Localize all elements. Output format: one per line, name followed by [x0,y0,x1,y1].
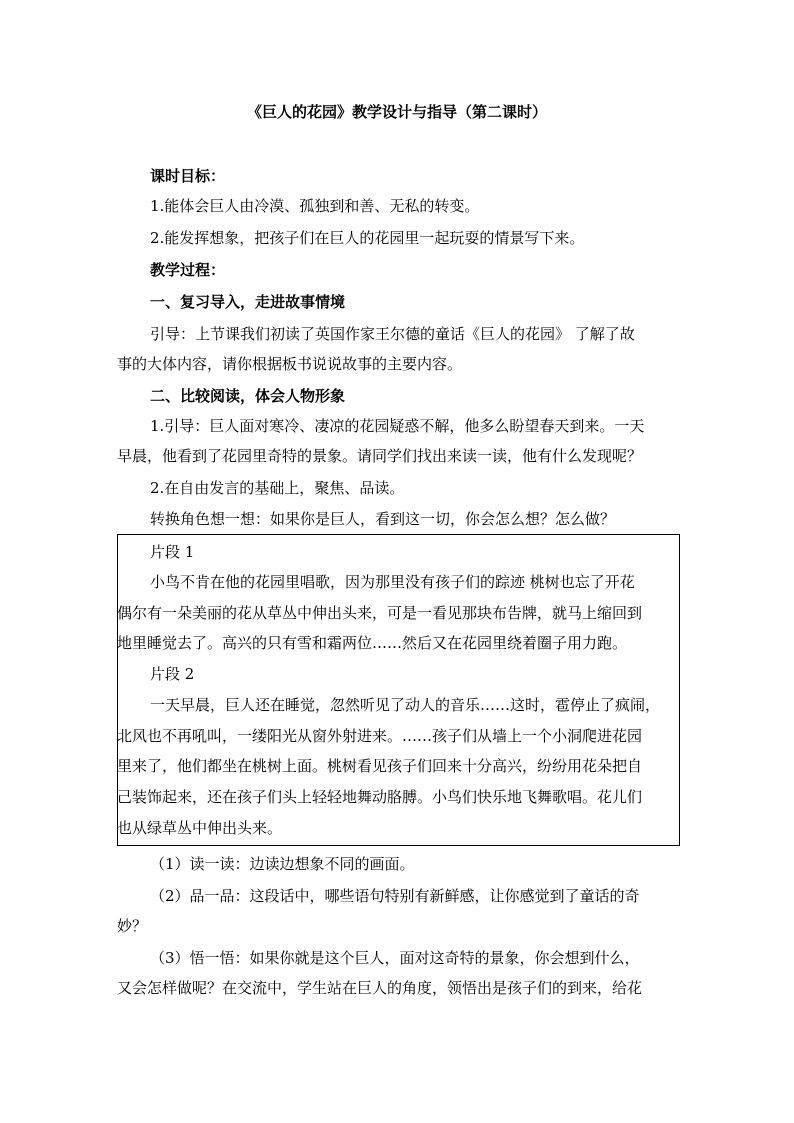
excerpt-line: 里来了，他们都坐在桃树上面。桃树看见孩子们回来十分高兴，纷纷用花朵把自 [117,757,643,775]
section2-heading: 二、比较阅读，体会人物形象 [150,387,346,405]
paragraph-line: 引导：上节课我们初读了英国作家王尔德的童话《巨人的花园》 了解了故 [150,325,635,343]
excerpt-line: 地里睡觉去了。高兴的只有雪和霜两位……然后又在花园里绕着圈子用力跑。 [117,634,628,652]
activity-line: （2）品一品：这段话中，哪些语句特别有新鲜感，让你感觉到了童话的奇 [150,887,640,905]
paragraph-line: 转换角色想一想：如果你是巨人，看到这一切，你会怎么想？怎么做？ [150,510,616,528]
activity-line: 又会怎样做呢？在交流中，学生站在巨人的角度，领悟出是孩子们的到来，给花 [117,979,643,997]
activity-line: （1）读一读：边读边想象不同的画面。 [150,855,415,873]
objectives-heading: 课时目标： [150,167,226,185]
activity-line: 妙？ [117,917,148,935]
paragraph-line: 2.在自由发言的基础上，聚焦、品读。 [150,479,405,497]
excerpt-line: 也从绿草丛中伸出头来。 [117,819,283,837]
paragraph-line: 1.引导：巨人面对寒冷、凄凉的花园疑惑不解，他多么盼望春天到来。一天 [150,417,645,435]
paragraph-line: 早晨，他看到了花园里奇特的景象。请同学们找出来读一读，他有什么发现呢？ [117,447,643,465]
activity-line: （3）悟一悟：如果你就是这个巨人，面对这奇特的景象，你会想到什么， [150,949,640,967]
paragraph-line: 事的大体内容，请你根据板书说说故事的主要内容。 [117,355,463,373]
excerpt-line: 小鸟不肯在他的花园里唱歌，因为那里没有孩子们的踪迹 桃树也忘了开花 [150,573,635,591]
excerpt-line: 北风也不再吼叫，一缕阳光从窗外射进来。……孩子们从墙上一个小洞爬进花园 [117,727,643,745]
excerpt2-label: 片段 2 [150,665,195,683]
process-heading: 教学过程： [150,261,226,279]
excerpt-line: 己装饰起来，还在孩子们头上轻轻地舞动胳膊。小鸟们快乐地飞舞歌唱。花儿们 [117,788,643,806]
objective-item: 2.能发挥想象，把孩子们在巨人的花园里一起玩耍的情景写下来。 [150,229,585,247]
excerpt-line: 一天早晨，巨人还在睡觉，忽然听见了动人的音乐……这时，雹停止了疯闹， [150,696,661,714]
excerpt1-label: 片段 1 [150,543,195,561]
document-title: 《巨人的花园》教学设计与指导（第二课时） [246,103,547,121]
section1-heading: 一、复习导入，走进故事情境 [150,293,346,311]
objective-item: 1.能体会巨人由冷漠、孤独到和善、无私的转变。 [150,197,480,215]
excerpt-line: 偶尔有一朵美丽的花从草丛中伸出头来，可是一看见那块布告牌，就马上缩回到 [117,604,643,622]
